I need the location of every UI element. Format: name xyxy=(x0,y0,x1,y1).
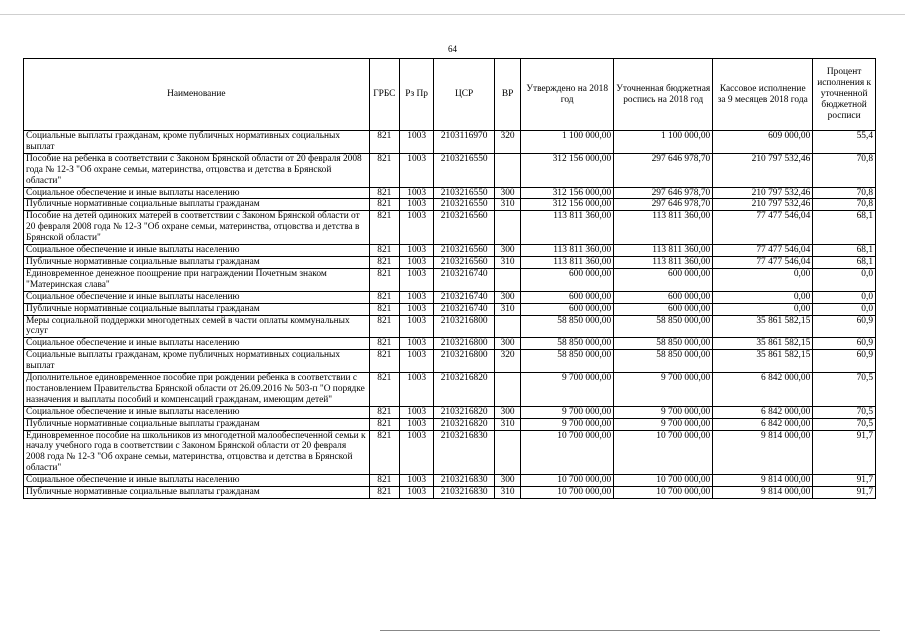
row-vr: 310 xyxy=(494,199,520,211)
row-vr: 320 xyxy=(494,131,520,154)
row-executed: 35 861 582,15 xyxy=(713,350,813,373)
row-refined: 58 850 000,00 xyxy=(614,315,713,338)
row-approved: 10 700 000,00 xyxy=(521,430,614,475)
row-approved: 58 850 000,00 xyxy=(521,315,614,338)
row-csr: 2103216820 xyxy=(434,418,495,430)
row-grbs: 821 xyxy=(369,373,399,407)
row-grbs: 821 xyxy=(369,430,399,475)
row-executed: 0,00 xyxy=(713,303,813,315)
row-rzpr: 1003 xyxy=(399,418,433,430)
header-rzpr: Рз Пр xyxy=(399,59,433,131)
row-rzpr: 1003 xyxy=(399,268,433,291)
row-vr xyxy=(494,315,520,338)
row-grbs: 821 xyxy=(369,199,399,211)
row-grbs: 821 xyxy=(369,268,399,291)
row-executed: 77 477 546,04 xyxy=(713,256,813,268)
row-grbs: 821 xyxy=(369,211,399,245)
row-vr: 300 xyxy=(494,245,520,257)
header-name: Наименование xyxy=(24,59,370,131)
table-row xyxy=(24,245,876,257)
row-csr: 2103116970 xyxy=(434,131,495,154)
row-vr: 310 xyxy=(494,303,520,315)
row-csr: 2103216800 xyxy=(434,315,495,338)
row-percent: 55,4 xyxy=(813,131,876,154)
row-approved: 58 850 000,00 xyxy=(521,338,614,350)
row-csr: 2103216800 xyxy=(434,350,495,373)
row-rzpr: 1003 xyxy=(399,487,433,499)
row-refined: 58 850 000,00 xyxy=(614,338,713,350)
row-name: Публичные нормативные социальные выплаты гражданам xyxy=(24,303,370,315)
row-rzpr: 1003 xyxy=(399,245,433,257)
row-rzpr: 1003 xyxy=(399,199,433,211)
row-rzpr: 1003 xyxy=(399,256,433,268)
table-row xyxy=(24,315,876,338)
row-refined: 297 646 978,70 xyxy=(614,187,713,199)
table-row xyxy=(24,487,876,499)
row-csr: 2103216550 xyxy=(434,153,495,187)
row-vr: 320 xyxy=(494,350,520,373)
row-name: Социальное обеспечение и иные выплаты населению xyxy=(24,291,370,303)
row-refined: 113 811 360,00 xyxy=(614,211,713,245)
row-refined: 9 700 000,00 xyxy=(614,406,713,418)
table-row xyxy=(24,211,876,245)
row-name: Единовременное денежное поощрение при награждении Почетным знаком "Материнская слава" xyxy=(24,268,370,291)
row-refined: 9 700 000,00 xyxy=(614,373,713,407)
row-grbs: 821 xyxy=(369,131,399,154)
row-percent: 60,9 xyxy=(813,338,876,350)
row-name: Социальное обеспечение и иные выплаты населению xyxy=(24,187,370,199)
row-grbs: 821 xyxy=(369,475,399,487)
row-grbs: 821 xyxy=(369,338,399,350)
table-row xyxy=(24,406,876,418)
row-refined: 10 700 000,00 xyxy=(614,487,713,499)
row-percent: 68,1 xyxy=(813,211,876,245)
row-executed: 77 477 546,04 xyxy=(713,245,813,257)
row-name: Социальное обеспечение и иные выплаты населению xyxy=(24,475,370,487)
table-row xyxy=(24,199,876,211)
row-approved: 9 700 000,00 xyxy=(521,406,614,418)
row-name: Публичные нормативные социальные выплаты гражданам xyxy=(24,487,370,499)
header-approved: Утверждено на 2018 год xyxy=(521,59,614,131)
row-vr xyxy=(494,430,520,475)
row-percent: 60,9 xyxy=(813,315,876,338)
row-approved: 10 700 000,00 xyxy=(521,475,614,487)
row-refined: 10 700 000,00 xyxy=(614,430,713,475)
row-vr: 300 xyxy=(494,187,520,199)
row-name: Дополнительное единовременное пособие при рождении ребенка в соответствии с постановлением Правительства Брянской области от 26.09.2016 № 503-п "О порядке назначения и выплаты пособий и компенсаций гражданам, имеющим детей" xyxy=(24,373,370,407)
row-csr: 2103216830 xyxy=(434,475,495,487)
row-percent: 91,7 xyxy=(813,430,876,475)
row-executed: 9 814 000,00 xyxy=(713,487,813,499)
row-vr: 300 xyxy=(494,291,520,303)
row-name: Социальные выплаты гражданам, кроме публичных нормативных социальных выплат xyxy=(24,131,370,154)
table-row xyxy=(24,153,876,187)
row-grbs: 821 xyxy=(369,291,399,303)
row-vr xyxy=(494,373,520,407)
table-row xyxy=(24,373,876,407)
row-refined: 600 000,00 xyxy=(614,291,713,303)
row-vr: 300 xyxy=(494,406,520,418)
row-grbs: 821 xyxy=(369,303,399,315)
row-grbs: 821 xyxy=(369,153,399,187)
row-csr: 2103216560 xyxy=(434,256,495,268)
table-row xyxy=(24,338,876,350)
row-percent: 68,1 xyxy=(813,256,876,268)
table-row xyxy=(24,187,876,199)
row-csr: 2103216800 xyxy=(434,338,495,350)
row-executed: 35 861 582,15 xyxy=(713,338,813,350)
table-header-row xyxy=(24,59,876,131)
row-refined: 297 646 978,70 xyxy=(614,199,713,211)
header-vr: ВР xyxy=(494,59,520,131)
table-row xyxy=(24,418,876,430)
table-row xyxy=(24,350,876,373)
row-rzpr: 1003 xyxy=(399,315,433,338)
table-row xyxy=(24,131,876,154)
row-grbs: 821 xyxy=(369,418,399,430)
row-rzpr: 1003 xyxy=(399,406,433,418)
row-name: Публичные нормативные социальные выплаты гражданам xyxy=(24,418,370,430)
row-executed: 210 797 532,46 xyxy=(713,199,813,211)
row-approved: 312 156 000,00 xyxy=(521,153,614,187)
row-executed: 6 842 000,00 xyxy=(713,373,813,407)
row-executed: 9 814 000,00 xyxy=(713,475,813,487)
row-csr: 2103216550 xyxy=(434,187,495,199)
row-name: Социальные выплаты гражданам, кроме публичных нормативных социальных выплат xyxy=(24,350,370,373)
row-approved: 1 100 000,00 xyxy=(521,131,614,154)
row-refined: 10 700 000,00 xyxy=(614,475,713,487)
scan-bottom-edge xyxy=(380,630,880,631)
header-csr: ЦСР xyxy=(434,59,495,131)
row-refined: 1 100 000,00 xyxy=(614,131,713,154)
row-percent: 70,8 xyxy=(813,187,876,199)
row-vr xyxy=(494,211,520,245)
row-name: Единовременное пособие на школьников из многодетной малообеспеченной семьи к началу учебного года в соответствии с Законом Брянской области от 20 февраля 2008 года № 12-З "Об охране семьи, материнства, отцовства и детства в Брянской области" xyxy=(24,430,370,475)
table-row xyxy=(24,475,876,487)
row-refined: 58 850 000,00 xyxy=(614,350,713,373)
row-approved: 113 811 360,00 xyxy=(521,256,614,268)
row-rzpr: 1003 xyxy=(399,131,433,154)
row-name: Социальное обеспечение и иные выплаты населению xyxy=(24,338,370,350)
row-refined: 600 000,00 xyxy=(614,268,713,291)
row-csr: 2103216830 xyxy=(434,430,495,475)
row-rzpr: 1003 xyxy=(399,187,433,199)
header-percent: Процент исполнения к уточненной бюджетной росписи xyxy=(813,59,876,131)
row-csr: 2103216830 xyxy=(434,487,495,499)
row-rzpr: 1003 xyxy=(399,430,433,475)
page-number: 64 xyxy=(448,44,457,54)
table-row xyxy=(24,256,876,268)
row-approved: 9 700 000,00 xyxy=(521,418,614,430)
row-rzpr: 1003 xyxy=(399,475,433,487)
row-grbs: 821 xyxy=(369,245,399,257)
row-rzpr: 1003 xyxy=(399,373,433,407)
row-approved: 113 811 360,00 xyxy=(521,245,614,257)
row-approved: 600 000,00 xyxy=(521,291,614,303)
row-approved: 312 156 000,00 xyxy=(521,199,614,211)
row-name: Пособие на ребенка в соответствии с Законом Брянской области от 20 февраля 2008 года № 12-З "Об охране семьи, материнства, отцовства и детства в Брянской области" xyxy=(24,153,370,187)
row-percent: 68,1 xyxy=(813,245,876,257)
row-executed: 210 797 532,46 xyxy=(713,187,813,199)
row-csr: 2103216740 xyxy=(434,268,495,291)
row-percent: 70,8 xyxy=(813,199,876,211)
row-name: Социальное обеспечение и иные выплаты населению xyxy=(24,406,370,418)
row-name: Публичные нормативные социальные выплаты гражданам xyxy=(24,256,370,268)
row-rzpr: 1003 xyxy=(399,350,433,373)
row-percent: 70,8 xyxy=(813,153,876,187)
row-executed: 35 861 582,15 xyxy=(713,315,813,338)
row-executed: 0,00 xyxy=(713,268,813,291)
row-percent: 91,7 xyxy=(813,487,876,499)
row-rzpr: 1003 xyxy=(399,291,433,303)
row-executed: 6 842 000,00 xyxy=(713,406,813,418)
row-grbs: 821 xyxy=(369,487,399,499)
row-csr: 2103216560 xyxy=(434,245,495,257)
row-percent: 91,7 xyxy=(813,475,876,487)
row-executed: 77 477 546,04 xyxy=(713,211,813,245)
row-percent: 0,0 xyxy=(813,291,876,303)
row-rzpr: 1003 xyxy=(399,338,433,350)
row-percent: 70,5 xyxy=(813,373,876,407)
row-csr: 2103216740 xyxy=(434,291,495,303)
budget-execution-table xyxy=(23,58,876,499)
row-approved: 600 000,00 xyxy=(521,303,614,315)
row-percent: 70,5 xyxy=(813,406,876,418)
row-vr: 300 xyxy=(494,338,520,350)
row-csr: 2103216820 xyxy=(434,406,495,418)
row-vr: 310 xyxy=(494,418,520,430)
row-csr: 2103216740 xyxy=(434,303,495,315)
header-grbs: ГРБС xyxy=(369,59,399,131)
row-approved: 58 850 000,00 xyxy=(521,350,614,373)
row-grbs: 821 xyxy=(369,256,399,268)
row-csr: 2103216550 xyxy=(434,199,495,211)
row-refined: 297 646 978,70 xyxy=(614,153,713,187)
row-refined: 600 000,00 xyxy=(614,303,713,315)
row-csr: 2103216560 xyxy=(434,211,495,245)
row-grbs: 821 xyxy=(369,350,399,373)
row-executed: 0,00 xyxy=(713,291,813,303)
row-executed: 210 797 532,46 xyxy=(713,153,813,187)
table-row xyxy=(24,291,876,303)
row-percent: 0,0 xyxy=(813,268,876,291)
row-percent: 70,5 xyxy=(813,418,876,430)
table-body xyxy=(24,131,876,499)
table-row xyxy=(24,303,876,315)
row-approved: 10 700 000,00 xyxy=(521,487,614,499)
row-vr: 310 xyxy=(494,487,520,499)
row-refined: 113 811 360,00 xyxy=(614,245,713,257)
row-approved: 312 156 000,00 xyxy=(521,187,614,199)
row-approved: 113 811 360,00 xyxy=(521,211,614,245)
row-refined: 113 811 360,00 xyxy=(614,256,713,268)
row-refined: 9 700 000,00 xyxy=(614,418,713,430)
row-name: Меры социальной поддержки многодетных семей в части оплаты коммунальных услуг xyxy=(24,315,370,338)
row-grbs: 821 xyxy=(369,187,399,199)
row-vr: 310 xyxy=(494,256,520,268)
row-rzpr: 1003 xyxy=(399,303,433,315)
row-name: Социальное обеспечение и иные выплаты населению xyxy=(24,245,370,257)
row-executed: 609 000,00 xyxy=(713,131,813,154)
header-executed: Кассовое исполнение за 9 месяцев 2018 года xyxy=(713,59,813,131)
row-rzpr: 1003 xyxy=(399,153,433,187)
row-approved: 600 000,00 xyxy=(521,268,614,291)
row-grbs: 821 xyxy=(369,406,399,418)
scan-top-edge xyxy=(0,14,905,15)
table-row xyxy=(24,430,876,475)
row-vr xyxy=(494,268,520,291)
row-vr xyxy=(494,153,520,187)
row-grbs: 821 xyxy=(369,315,399,338)
row-vr: 300 xyxy=(494,475,520,487)
row-rzpr: 1003 xyxy=(399,211,433,245)
row-percent: 0,0 xyxy=(813,303,876,315)
row-approved: 9 700 000,00 xyxy=(521,373,614,407)
row-name: Публичные нормативные социальные выплаты гражданам xyxy=(24,199,370,211)
row-executed: 6 842 000,00 xyxy=(713,418,813,430)
table-row xyxy=(24,268,876,291)
row-csr: 2103216820 xyxy=(434,373,495,407)
header-refined: Уточненная бюджетная роспись на 2018 год xyxy=(614,59,713,131)
row-executed: 9 814 000,00 xyxy=(713,430,813,475)
row-name: Пособие на детей одиноких матерей в соответствии с Законом Брянской области от 20 февраля 2008 года № 12-З "Об охране семьи, материнства, отцовства и детства в Брянской области" xyxy=(24,211,370,245)
row-percent: 60,9 xyxy=(813,350,876,373)
